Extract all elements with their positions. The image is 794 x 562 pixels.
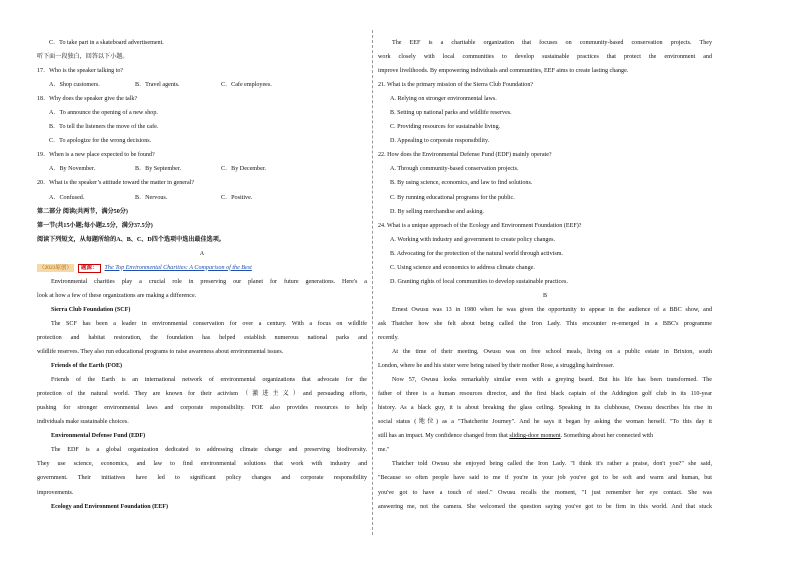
q24-option-b: B. Advocating for the protection of the natural world through activism. (390, 250, 563, 257)
q24-option-c: C. Using science and economics to address climate change. (390, 264, 535, 271)
passage-b-label: B (542, 292, 548, 299)
sierra-heading: Sierra Club Foundation (SCF) (51, 306, 131, 313)
q22-option-d: D. By selling merchandise and asking. (390, 208, 484, 215)
q18-stem: 18．Why does the speaker give the talk? (37, 96, 138, 103)
q16-option-c: C．To take part in a skateboard advertisement. (49, 40, 164, 46)
passage-title: The Top Environmental Charities: A Comparison of the Best (104, 264, 252, 271)
b-p3-line-5-start: still has an impact. My confidence changed from that (378, 433, 508, 440)
section-one-heading: 第一节(共15小题;每小题2.5分，满分37.5分) (37, 222, 153, 229)
b-p3-line-2: father of three is a human resources director, and the first black captain of the Addington golf club in its 110-year (378, 391, 712, 398)
q21-option-b: B. Setting up national parks and wildlife reserves. (390, 110, 512, 117)
q20-options (37, 191, 367, 205)
q20-option-a: A．Confused. (49, 194, 85, 201)
edf-line-3: government. Their initiatives have led to significant policy changes and corporate responsibility (37, 475, 367, 482)
q17-option-c: C．Cafe employees. (221, 82, 272, 89)
q22-option-c: C. By running educational programs for the public. (390, 194, 515, 201)
left-column (37, 36, 367, 514)
foe-heading: Friends of the Earth (FOE) (51, 363, 123, 370)
question-source-badge: 题源： (78, 264, 101, 273)
b-p3-line-5-end: . Something about her connected with (560, 433, 654, 440)
b-p2-line-2: London, where he and his sister were being raised by their mother Rose, a struggling hairdresser. (378, 363, 615, 370)
b-p3-line-1: Now 57, Owusu looks remarkably similar even with a greying beard. But his life has been transformed. The (392, 377, 712, 384)
listening-instruction: 听下面一段独白，回答以下小题。 (37, 54, 129, 61)
right-column (378, 36, 712, 514)
eef-heading: Ecology and Environment Foundation (EEF) (51, 503, 169, 510)
q17-stem: 17．Who is the speaker talking to? (37, 68, 124, 75)
sierra-line-2: protection and habitat restoration, the foundation has helped establish numerous national parks and (37, 334, 367, 341)
b-p4-line-1: Thatcher told Owusu she enjoyed being called the Iron Lady. "I think it's rather a praise, don't you?" she said, (392, 461, 712, 468)
passage-a-label: A (199, 250, 205, 257)
q19-stem: 19．When is a new place expected to be found? (37, 152, 155, 159)
q17-option-b: B．Travel agents. (135, 82, 180, 89)
eef-line-2: work closely with local communities to develop sustainable practices that protect the environment and (378, 54, 712, 61)
b-p2-line-1: At the time of their meeting, Owusu was on free school meals, living on a public estate in Brixton, south (392, 349, 712, 356)
eef-line-3: improve livelihoods. By empowering individuals and communities, EEF aims to create lasting change. (378, 68, 629, 75)
q19-option-a: A．By November. (49, 166, 96, 173)
sliding-door-phrase: sliding-door moment (509, 433, 561, 440)
q24-stem: 24. What is a unique approach of the Ecology and Environment Foundation (EEF)? (378, 222, 582, 229)
b-p4-line-2: "Because so often people have said to me if you're in your job you've got to be soft and warm and human, but (378, 475, 712, 482)
q18-option-b: B．To tell the listeners the move of the cafe. (49, 124, 159, 131)
b-p1-line-1: Ernest Owusu was 13 in 1980 when he was given the opportunity to appear in the audience of a BBC show, and (392, 306, 712, 313)
q21-option-a: A. Relying on stronger environmental laws. (390, 96, 497, 103)
b-p4-line-4: answering me, not the camera. She welcomed the question saying you've got to be firm in this world. And that stuck (378, 503, 712, 510)
q19-option-c: C．By December. (221, 166, 267, 173)
q19-option-b: B．By September. (135, 166, 182, 173)
q19-options (37, 162, 367, 176)
b-p3-line-6: me." (378, 447, 390, 454)
q24-option-d: D. Granting rights of local communities to develop sustainable practices. (390, 278, 568, 285)
b-p4-line-3: you've got to have a touch of steel." Owusu recalls the moment, "I just remember her eye contact. She was (378, 489, 712, 496)
b-p3-line-3: history. As a black guy, it is about breaking the glass ceiling. Speaking in its clubhouse, Owusu describes his rise in (378, 405, 712, 412)
q22-option-b: B. By using science, economics, and law to find solutions. (390, 180, 533, 187)
edf-line-1: The EDF is a global organization dedicated to addressing climate change and preserving biodiversity. (51, 447, 367, 454)
sierra-line-3: wildlife reserves. They also run educational programs to raise awareness about environmental issues. (37, 349, 284, 356)
reading-instruction: 阅读下列短文，从每题所给的A、B、C、D四个选项中选出最佳选项。 (37, 236, 225, 243)
q18-option-a: A．To announce the opening of a new shop. (49, 110, 158, 117)
edf-line-4: improvements. (37, 489, 74, 496)
q21-option-d: D. Appealing to corporate responsibility. (390, 138, 490, 145)
q20-stem: 20．What is the speaker’s attitude toward the matter in general? (37, 180, 195, 187)
q18-option-c: C．To apologize for the wrong decisions. (49, 138, 152, 145)
edf-heading: Environmental Defense Fund (EDF) (51, 433, 146, 440)
q24-option-a: A. Working with industry and government to create policy changes. (390, 236, 556, 243)
column-divider (372, 30, 373, 535)
part-two-heading: 第二部分 阅读(共两节，满分50分) (37, 208, 128, 215)
sierra-line-1: The SCF has been a leader in environmental conservation for over a century. With a focus on wildlife (51, 320, 367, 327)
q21-stem: 21. What is the primary mission of the Sierra Club Foundation? (378, 82, 534, 89)
eef-line-1: The EEF is a charitable organization that focuses on community-based conservation projects. They (392, 40, 712, 46)
q20-option-c: C．Positive. (221, 194, 253, 201)
source-tag: （2023原创） (39, 264, 73, 271)
passage-a-title-row (37, 261, 367, 275)
b-p3-line-5 (378, 429, 712, 443)
foe-line-3: pushing for stronger environmental laws and corporate responsibility. FOE also provides resources to help (37, 405, 367, 412)
q22-stem: 22. How does the Environmental Defense Fund (EDF) mainly operate? (378, 152, 552, 159)
q22-option-a: A. Through community-based conservation projects. (390, 166, 519, 173)
intro-line-2: look at how a few of these organizations are making a difference. (37, 292, 197, 299)
foe-line-4: individuals make sustainable choices. (37, 419, 129, 426)
foe-line-1: Friends of the Earth is an international network of environmental organizations that advocate for the (51, 377, 367, 384)
q20-option-b: B．Nervous. (135, 194, 168, 201)
b-p1-line-2: ask Thatcher how she felt about being called the Iron Lady. This encounter re-emerged in a BBC's programme (378, 320, 712, 327)
b-p1-line-3: recently. (378, 334, 399, 341)
edf-line-2: They use science, economics, and law to find environmental solutions that work with industry and (37, 461, 367, 468)
b-p3-line-4: social status (地位) as a "Thatcherite Journey". And he says it began by asking the woman herself. "To this day it (378, 419, 712, 426)
intro-line-1: Environmental charities play a crucial role in preserving our planet for future generations. Here's a (51, 278, 367, 285)
foe-line-2: protection of the natural world. They are known for their activism（激进主义）and persuading efforts, (37, 391, 367, 398)
q17-options (37, 78, 367, 92)
q21-option-c: C. Providing resources for sustainable living. (390, 124, 501, 131)
q17-option-a: A．Shop customers. (49, 82, 100, 89)
